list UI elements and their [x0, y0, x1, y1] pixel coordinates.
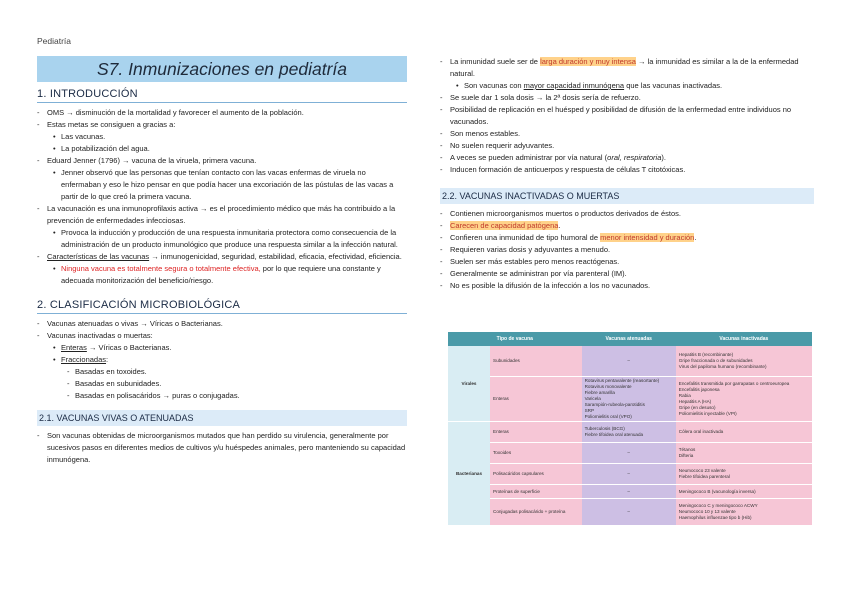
- list-item: - Se suele dar 1 sola dosis → la 2ª dosis sería de refuerzo.: [440, 92, 814, 104]
- list-item: [37, 263, 407, 287]
- introduccion-list: [37, 107, 407, 287]
- type-cell: Enteras: [490, 377, 582, 422]
- cell-line: SRP: [584, 408, 595, 413]
- inactivated-cell: Meningococo B (vacunología inversa): [676, 485, 812, 499]
- text: → Víricas o Bacterianas.: [86, 343, 172, 352]
- underlined-term: Enteras: [61, 343, 87, 352]
- list-item: - OMS → disminución de la mortalidad y favorecer el aumento de la población.: [37, 107, 407, 119]
- cell-line: Hepatitis A (HA): [678, 399, 712, 404]
- column-header: Tipo de vacuna: [448, 332, 582, 346]
- text: La inmunidad suele ser de: [450, 57, 541, 66]
- list-item: - Basadas en toxoides.: [37, 366, 407, 378]
- group-label: Virales: [448, 346, 490, 422]
- text: por lo que requiere una constante y adecuada monitorización del beneficio/riesgo.: [61, 264, 381, 285]
- text: Son vacunas con: [464, 81, 524, 90]
- left-column: [37, 56, 407, 466]
- list-item: [37, 251, 407, 263]
- cell-line: Poliomielitis inyectable (VPI): [678, 411, 737, 416]
- text: .: [558, 221, 561, 230]
- list-item: [440, 80, 814, 92]
- cell-line: Meningococo C y meningococo ACWY: [678, 503, 758, 508]
- cell-line: Varicela: [584, 396, 601, 401]
- list-item: - Son vacunas obtenidas de microorganismos mutados que han perdido su virulencia, generalmente por sucesivos pasos en diferentes medios de cultivos y/u huéspedes animales, pero manteniendo su capacidad inmunógena.: [37, 430, 407, 466]
- cell-line: Rotavirus pentavalente (reasortante): [584, 378, 660, 383]
- cell-line: Gripe (en desuso): [678, 405, 716, 410]
- cell-line: Difteria: [678, 453, 694, 458]
- cell-line: Virus del papiloma humano (recombinante): [678, 364, 767, 369]
- list-item: • La potabilización del agua.: [37, 143, 407, 155]
- cell-line: Neumococo 23 valente: [678, 468, 726, 473]
- inactivated-cell: [676, 377, 812, 422]
- list-item: [440, 152, 814, 164]
- attenuated-cell: –: [582, 499, 676, 526]
- list-item: - Posibilidad de replicación en el huésped y posibilidad de difusión de la enfermedad entre individuos no vacunados.: [440, 104, 814, 128]
- attenuated-cell: –: [582, 443, 676, 464]
- inactivated-cell: [676, 499, 812, 526]
- text: .: [694, 233, 697, 242]
- section-inactivadas-heading: 2.2. VACUNAS INACTIVADAS O MUERTAS: [440, 188, 814, 204]
- list-item: - Vacunas inactivadas o muertas:: [37, 330, 407, 342]
- list-item: [37, 354, 407, 366]
- vivas-list: [37, 430, 407, 466]
- cell-line: Fiebre amarilla: [584, 390, 615, 395]
- list-item: - No es posible la difusión de la infección a los no vacunados.: [440, 280, 814, 292]
- page-title: S7. Inmunizaciones en pediatría: [37, 56, 407, 82]
- list-item: - Generalmente se administran por vía parenteral (IM).: [440, 268, 814, 280]
- column-header: Vacunas inactivadas: [676, 332, 812, 346]
- inactivadas-list: [440, 208, 814, 292]
- highlight: Carecen de capacidad patógena: [450, 221, 559, 230]
- list-item: - Basadas en polisacáridos → puras o conjugadas.: [37, 390, 407, 402]
- list-item: - Estas metas se consiguen a gracias a:: [37, 119, 407, 131]
- section-clasificacion-heading: 2. CLASIFICACIÓN MICROBIOLÓGICA: [37, 299, 407, 314]
- type-cell: Enteras: [490, 422, 582, 443]
- highlight: menor intensidad y duración: [600, 233, 695, 242]
- table-header-row: [448, 332, 812, 346]
- group-label: Bacterianas: [448, 422, 490, 526]
- inactivated-cell: [676, 464, 812, 485]
- table-row: [448, 443, 812, 464]
- underlined-term: mayor capacidad inmunógena: [523, 81, 625, 90]
- italic-text: oral, respiratoria: [607, 153, 662, 162]
- type-cell: Conjugadas polisacárido + proteína: [490, 499, 582, 526]
- type-cell: Proteínas de superficie: [490, 485, 582, 499]
- cell-line: Gripe fraccionada o de subunidades: [678, 358, 753, 363]
- type-cell: Subunidades: [490, 346, 582, 377]
- vaccine-table: [448, 332, 812, 526]
- vivas-continued-list: [440, 56, 814, 176]
- type-cell: Toxoides: [490, 443, 582, 464]
- cell-line: Neumococo 10 y 13 valente: [678, 509, 736, 514]
- list-item: - Requieren varias dosis y adyuvantes a menudo.: [440, 244, 814, 256]
- cell-line: Poliomielitis oral (VPO): [584, 414, 632, 419]
- cell-line: Tétanos: [678, 447, 696, 452]
- text: → inmunogenicidad, seguridad, estabilidad, eficacia, efectividad, eficiencia.: [149, 252, 402, 261]
- attenuated-cell: [582, 422, 676, 443]
- section-vivas-heading: 2.1. VACUNAS VIVAS O ATENUADAS: [37, 410, 407, 426]
- type-cell: Polisacáridos capsulares: [490, 464, 582, 485]
- list-item: - Eduard Jenner (1796) → vacuna de la viruela, primera vacuna.: [37, 155, 407, 167]
- table-row: [448, 499, 812, 526]
- section-introduccion-heading: 1. INTRODUCCIÓN: [37, 88, 407, 103]
- right-column: [440, 56, 814, 292]
- list-item: • Las vacunas.: [37, 131, 407, 143]
- list-item: - La vacunación es una inmunoprofilaxis activa → es el procedimiento médico que más ha contribuido a la prevención de enfermedades infecciosas.: [37, 203, 407, 227]
- text: A veces se pueden administrar por vía natural (: [450, 153, 608, 162]
- cell-line: Rotavirus monovalente: [584, 384, 632, 389]
- list-item: [37, 342, 407, 354]
- list-item: [440, 220, 814, 232]
- cell-line: Haemophilus influenzae tipo b (Hib): [678, 515, 752, 520]
- attenuated-cell: [582, 377, 676, 422]
- text: → la inmunidad es similar a la de la enfermedad natural.: [450, 57, 799, 78]
- list-item: [440, 56, 814, 80]
- table-row: [448, 422, 812, 443]
- attenuated-cell: –: [582, 464, 676, 485]
- list-item: - Contienen microorganismos muertos o productos derivados de éstos.: [440, 208, 814, 220]
- list-item: - Suelen ser más estables pero menos reactógenas.: [440, 256, 814, 268]
- text: que las vacunas inactivadas.: [624, 81, 723, 90]
- warning-text: Ninguna vacuna es totalmente segura o totalmente efectiva,: [61, 264, 261, 273]
- list-item: - Vacunas atenuadas o vivas → Víricas o Bacterianas.: [37, 318, 407, 330]
- text: Confieren una inmunidad de tipo humoral de: [450, 233, 601, 242]
- cell-line: Sarampión-rubeola-parotiditis: [584, 402, 645, 407]
- text: ).: [661, 153, 666, 162]
- list-item: • Jenner observó que las personas que tenían contacto con las vacas enfermas de viruela no enfermaban y eso le hizo pensar en que podía hacer una excoriación de las pústulas de las vacas a partir de lo que creó la primera vacuna.: [37, 167, 407, 203]
- attenuated-cell: –: [582, 485, 676, 499]
- table-row: [448, 346, 812, 377]
- inactivated-cell: Cólera oral inactivada: [676, 422, 812, 443]
- clasificacion-list: [37, 318, 407, 402]
- list-item: - Son menos estables.: [440, 128, 814, 140]
- inactivated-cell: [676, 346, 812, 377]
- list-item: - Inducen formación de anticuerpos y respuesta de células T citotóxicas.: [440, 164, 814, 176]
- table-row: [448, 464, 812, 485]
- table-row: [448, 485, 812, 499]
- cell-line: Encefalitis transmitida por garrapatas o centroeuropea: [678, 381, 790, 386]
- underlined-term: Características de las vacunas: [47, 252, 150, 261]
- cell-line: Encefalitis japonesa: [678, 387, 720, 392]
- list-item: • Provoca la inducción y producción de una respuesta inmunitaria protectora como consecuencia de la administración de un producto inmunológico que produce una respuesta similar a la infección natural.: [37, 227, 407, 251]
- attenuated-cell: –: [582, 346, 676, 377]
- list-item: [440, 232, 814, 244]
- cell-line: Fiebre tifoidea parenteral: [678, 474, 730, 479]
- cell-line: Rabia: [678, 393, 691, 398]
- cell-line: Tuberculosis (BCG): [584, 426, 625, 431]
- list-item: - No suelen requerir adyuvantes.: [440, 140, 814, 152]
- column-header: Vacunas atenuadas: [582, 332, 676, 346]
- cell-line: Hepatitis B (recombinante): [678, 352, 734, 357]
- list-item: - Basadas en subunidades.: [37, 378, 407, 390]
- text: :: [106, 355, 109, 364]
- inactivated-cell: [676, 443, 812, 464]
- highlight: larga duración y muy intensa: [540, 57, 636, 66]
- table-row: [448, 377, 812, 422]
- underlined-term: Fraccionadas: [61, 355, 107, 364]
- cell-line: Fiebre tifoidea oral atenuada: [584, 432, 644, 437]
- page-header: Pediatría: [37, 36, 72, 46]
